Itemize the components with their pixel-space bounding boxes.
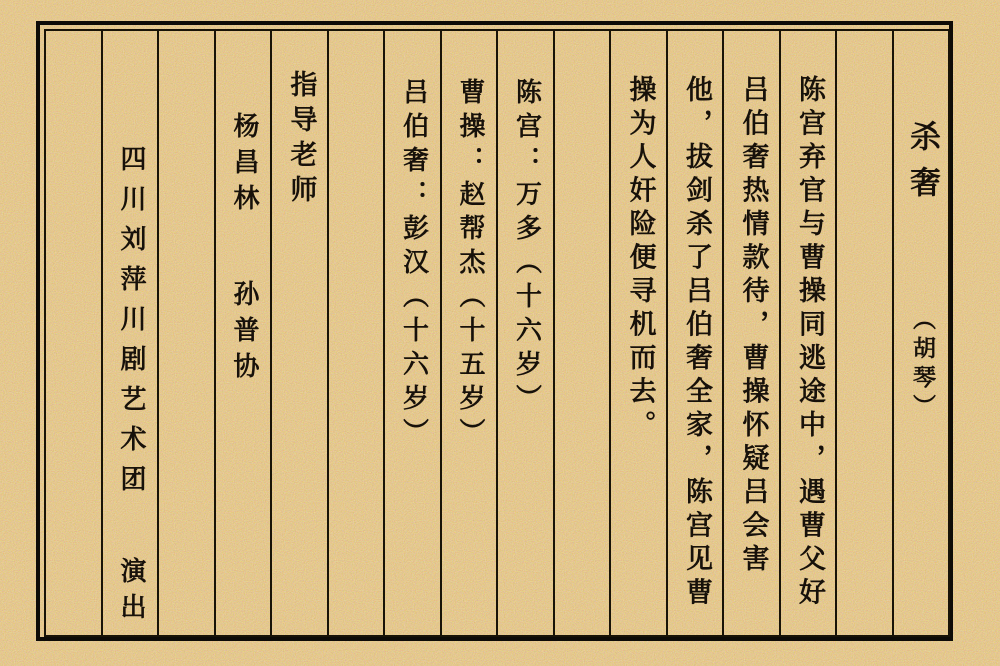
column-synopsis-3	[668, 31, 725, 635]
vertical-columns	[46, 31, 948, 635]
empty-column	[159, 31, 216, 635]
play-title: 杀奢	[904, 120, 940, 212]
column-cast-chengong	[498, 31, 555, 635]
synopsis-line-2: 吕伯奢热情款待，曹操怀疑吕会害	[737, 75, 769, 578]
synopsis-line-1: 陈宫弃官与曹操同逃途中，遇曹父好	[794, 75, 825, 611]
empty-column	[46, 31, 103, 635]
column-synopsis-2	[724, 31, 781, 635]
column-teacher-label	[272, 31, 329, 635]
column-title	[894, 31, 949, 635]
cast-entry-2: 曹操：赵帮杰（十五岁）	[455, 78, 485, 452]
inner-frame	[44, 29, 950, 637]
synopsis-line-3: 他，拔剑杀了吕伯奢全家，陈宫见曹	[681, 75, 712, 611]
cast-entry-3: 吕伯奢：彭汉（十六岁）	[398, 78, 429, 452]
empty-column	[329, 31, 386, 635]
column-synopsis-4	[611, 31, 668, 635]
teacher-name-1: 杨昌林	[229, 112, 259, 220]
column-teacher-names	[216, 31, 273, 635]
column-synopsis-1	[781, 31, 838, 635]
troupe-name: 四川刘萍川剧艺术团	[116, 145, 146, 505]
teacher-label: 指导老师	[285, 70, 317, 210]
column-cast-caocao	[442, 31, 499, 635]
synopsis-line-4: 操为人奸险便寻机而去。	[624, 75, 656, 444]
column-cast-lvboshe	[385, 31, 442, 635]
production-role: 演出	[116, 557, 146, 629]
teacher-name-2: 孙普协	[229, 280, 259, 388]
column-production	[103, 31, 160, 635]
cast-entry-1: 陈宫：万多（十六岁）	[511, 78, 542, 418]
play-subtitle: （胡琴）	[909, 307, 936, 423]
empty-column	[555, 31, 612, 635]
empty-column	[837, 31, 894, 635]
